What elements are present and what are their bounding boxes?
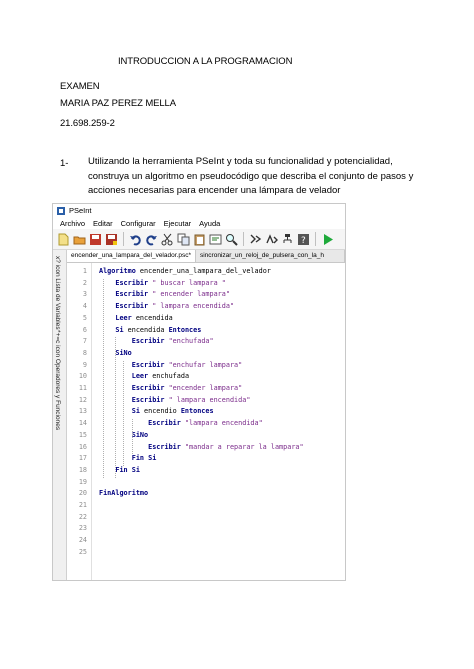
line-number: 1 (82, 267, 87, 275)
keyword-token: Escribir (99, 384, 165, 392)
string-token: "lampara encendida" (180, 419, 263, 428)
code-line (99, 290, 230, 298)
document-title: INTRODUCCION A LA PROGRAMACION (118, 56, 293, 67)
line-number: 6 (82, 325, 87, 334)
operators-icon: *+=c icon (54, 330, 61, 358)
exam-label: EXAMEN (60, 81, 100, 92)
code-line (99, 326, 201, 334)
save-icon[interactable] (89, 233, 102, 246)
toolbar-separator (123, 232, 124, 246)
code-line (99, 267, 271, 275)
undo-icon[interactable] (129, 233, 142, 246)
code-line (99, 384, 242, 392)
code-line (99, 466, 140, 474)
keyword-token: Escribir (99, 337, 165, 346)
keyword-token: Fin Si (99, 454, 157, 463)
string-token: " encender lampara" (148, 290, 230, 299)
line-number-gutter (67, 263, 92, 580)
code-line (99, 361, 242, 369)
keyword-token: FinAlgoritmo (99, 489, 149, 498)
student-name: MARIA PAZ PEREZ MELLA (60, 98, 176, 109)
tab-sincronizar-reloj[interactable]: sincronizar_un_reloj_de_pulsera_con_la_h (196, 250, 345, 262)
code-line (99, 302, 234, 310)
cut-icon[interactable] (161, 233, 174, 246)
svg-text:?: ? (301, 235, 306, 246)
menu-ayuda[interactable]: Ayuda (199, 218, 221, 228)
line-number: 9 (82, 360, 87, 369)
keyword-token: Algoritmo (99, 267, 136, 275)
redo-icon[interactable] (145, 233, 158, 246)
question-text: Utilizando la herramienta PSeInt y toda su funcionalidad y potencialidad, construya un algoritmo en pseudocódigo que describa el conjunto de pasos y acciones necesarias para encender una lámpara de velador (88, 156, 414, 196)
step-icon[interactable] (265, 233, 278, 246)
line-number: 14 (78, 419, 87, 428)
code-line (99, 489, 148, 497)
variables-panel-tab[interactable]: x? icon Lista de Variables (54, 256, 61, 330)
variables-icon: x? icon (54, 256, 61, 277)
line-number: 8 (82, 348, 87, 357)
code-line (99, 337, 214, 345)
code-line (99, 407, 214, 415)
new-file-icon[interactable] (57, 233, 70, 246)
line-number: 13 (78, 407, 87, 416)
identifier-token: enchufada (148, 372, 190, 381)
search-icon[interactable] (225, 233, 238, 246)
code-line (99, 372, 189, 380)
open-icon[interactable] (73, 233, 86, 246)
code-line (99, 314, 173, 322)
pseint-logo-icon (57, 207, 65, 215)
student-id: 21.698.259-2 (60, 118, 115, 129)
line-number: 23 (78, 524, 87, 533)
keyword-token: Escribir (99, 419, 181, 428)
keyword-token: SiNo (99, 348, 132, 357)
string-token: "encender lampara" (164, 384, 243, 392)
keyword-token: SiNo (99, 430, 149, 439)
menu-archivo[interactable]: Archivo (60, 218, 86, 228)
indent-icon[interactable] (249, 233, 262, 246)
keyword-token: Escribir (99, 442, 181, 451)
line-number: 17 (78, 454, 87, 463)
keyword-token: Si (99, 325, 124, 334)
keyword-token: Escribir (99, 360, 165, 369)
line-number: 4 (82, 302, 87, 311)
line-number: 3 (82, 290, 87, 299)
code-line (99, 396, 250, 404)
line-number: 2 (82, 278, 87, 287)
identifier-token: encendio (139, 407, 181, 416)
keyword-token: Escribir (99, 278, 149, 287)
line-number: 25 (78, 547, 87, 556)
menu-configurar[interactable]: Configurar (120, 218, 156, 228)
keyword-token: Escribir (99, 302, 149, 311)
keyword-token: Leer (99, 313, 132, 322)
run-icon[interactable] (321, 233, 334, 246)
flowchart-icon[interactable] (281, 233, 294, 246)
menu-ejecutar[interactable]: Ejecutar (163, 218, 192, 228)
line-number: 15 (78, 430, 87, 439)
ide-body (53, 250, 345, 580)
keyword-token: Escribir (99, 395, 165, 404)
line-number: 11 (78, 384, 87, 392)
identifier-token: encender_una_lampara_del_velador (135, 267, 271, 275)
string-token: "enchufar lampara" (164, 360, 243, 369)
editor-tabs (67, 250, 345, 263)
line-number: 20 (78, 489, 87, 498)
identifier-token: encendida (123, 325, 169, 334)
question-number: 1- (60, 158, 69, 169)
toolbar (53, 229, 345, 250)
string-token: " lampara encendida" (148, 302, 235, 311)
line-number: 24 (78, 536, 87, 545)
side-panel (53, 250, 67, 580)
keyword-token: Si (99, 407, 140, 416)
keyword-token: Escribir (99, 290, 149, 299)
keyword-token: Fin Si (99, 465, 140, 474)
toolbar-separator (315, 232, 316, 246)
keyword-token: Entonces (168, 325, 202, 334)
string-token: "mandar a reparar la lampara" (180, 442, 304, 451)
menu-bar (53, 217, 345, 229)
save-as-icon[interactable] (105, 233, 118, 246)
comment-icon[interactable] (209, 233, 222, 246)
string-token: "enchufada" (164, 337, 214, 346)
keyword-token: Entonces (180, 407, 214, 416)
line-number: 21 (78, 501, 87, 509)
string-token: " lampara encendida" (164, 395, 251, 404)
menu-editar[interactable]: Editar (93, 218, 113, 228)
line-number: 16 (78, 442, 87, 451)
line-number: 22 (78, 512, 87, 521)
toolbar-separator (243, 232, 244, 246)
identifier-token: encendida (131, 313, 173, 322)
code-line (99, 443, 304, 451)
tab-encender-lampara[interactable]: encender_una_lampara_del_velador.psc* (67, 250, 196, 262)
code-line (99, 454, 156, 462)
copy-icon[interactable] (177, 233, 190, 246)
window-title: PSeInt (69, 206, 92, 215)
code-line (99, 279, 226, 287)
line-number: 10 (78, 372, 87, 381)
paste-icon[interactable] (193, 233, 206, 246)
help-icon[interactable] (297, 233, 310, 246)
line-number: 7 (82, 337, 87, 346)
indent-guide (132, 419, 133, 454)
code-editor[interactable] (67, 263, 345, 580)
indent-guide (103, 279, 104, 478)
string-token: " buscar lampara " (148, 278, 226, 287)
keyword-token: Leer (99, 372, 149, 381)
line-number: 19 (78, 477, 87, 486)
operators-panel-tab[interactable]: *+=c icon Operadores y Funciones (54, 330, 61, 431)
line-number: 18 (78, 465, 87, 474)
line-number: 12 (78, 395, 87, 404)
pseint-window (52, 203, 346, 581)
indent-guide (123, 361, 124, 466)
line-number: 5 (82, 313, 87, 322)
window-titlebar (53, 204, 345, 217)
indent-guide (115, 337, 116, 477)
